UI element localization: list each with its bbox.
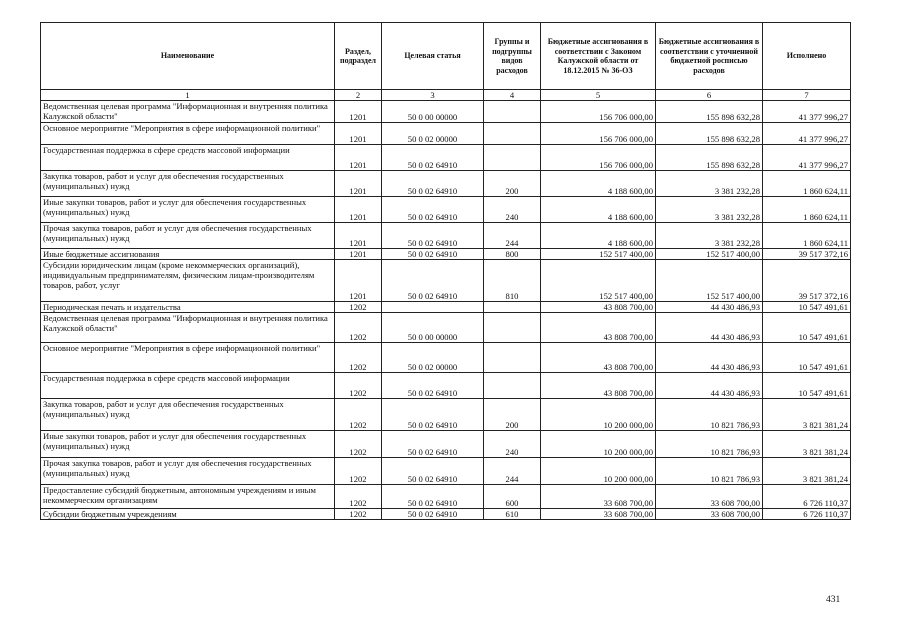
row-budget-law-cell: 43 808 700,00 [541,302,656,313]
row-executed-cell: 41 377 996,27 [763,123,851,145]
row-group-cell [484,373,541,399]
row-section-cell: 1202 [335,431,382,458]
column-number: 1 [41,90,335,101]
row-group-cell [484,302,541,313]
row-section-cell: 1201 [335,171,382,197]
row-executed-cell: 6 726 110,37 [763,485,851,509]
row-section-cell: 1201 [335,260,382,302]
row-budget-refined-cell: 152 517 400,00 [656,249,763,260]
table-row [41,485,851,509]
row-group-cell [484,343,541,373]
column-number: 2 [335,90,382,101]
row-group-cell: 200 [484,399,541,431]
row-budget-refined-cell: 155 898 632,28 [656,145,763,171]
table-row [41,399,851,431]
row-name-cell: Субсидии юридическим лицам (кроме некоммерческих организаций), индивидуальным предпринимателям, физическим лицам-производителям товаров, работ, услуг [41,260,335,302]
row-target-cell: 50 0 02 64910 [382,249,484,260]
header-executed: Исполнено [763,23,851,90]
table-row [41,431,851,458]
row-name-cell: Прочая закупка товаров, работ и услуг для обеспечения государственных (муниципальных) нужд [41,223,335,249]
header-budget-law: Бюджетные ассигнования в соответствии с Законом Калужской области от 18.12.2015 № 36-ОЗ [541,23,656,90]
column-number: 7 [763,90,851,101]
row-budget-law-cell: 43 808 700,00 [541,343,656,373]
row-budget-refined-cell: 3 381 232,28 [656,171,763,197]
row-budget-refined-cell: 10 821 786,93 [656,458,763,485]
row-section-cell: 1202 [335,373,382,399]
table-row [41,249,851,260]
row-budget-law-cell: 152 517 400,00 [541,260,656,302]
row-group-cell: 600 [484,485,541,509]
row-section-cell: 1202 [335,313,382,343]
column-number-row [41,90,851,101]
row-budget-law-cell: 156 706 000,00 [541,145,656,171]
row-target-cell: 50 0 02 64910 [382,509,484,520]
row-name-cell: Государственная поддержка в сфере средств массовой информации [41,145,335,171]
row-budget-law-cell: 4 188 600,00 [541,197,656,223]
row-name-cell: Основное мероприятие "Мероприятия в сфере информационной политики" [41,123,335,145]
row-target-cell: 50 0 02 00000 [382,123,484,145]
row-budget-refined-cell: 152 517 400,00 [656,260,763,302]
column-number: 5 [541,90,656,101]
row-name-cell: Предоставление субсидий бюджетным, автономным учреждениям и иным некоммерческим организациям [41,485,335,509]
row-budget-law-cell: 33 608 700,00 [541,485,656,509]
column-number: 4 [484,90,541,101]
table-row [41,197,851,223]
row-section-cell: 1202 [335,485,382,509]
row-section-cell: 1202 [335,509,382,520]
row-name-cell: Закупка товаров, работ и услуг для обеспечения государственных (муниципальных) нужд [41,399,335,431]
row-executed-cell: 3 821 381,24 [763,431,851,458]
row-target-cell: 50 0 00 00000 [382,313,484,343]
header-target: Целевая статья [382,23,484,90]
row-target-cell: 50 0 02 00000 [382,343,484,373]
row-section-cell: 1202 [335,399,382,431]
row-executed-cell: 1 860 624,11 [763,197,851,223]
row-budget-refined-cell: 3 381 232,28 [656,197,763,223]
row-executed-cell: 10 547 491,61 [763,302,851,313]
row-group-cell [484,123,541,145]
row-target-cell [382,302,484,313]
row-target-cell: 50 0 02 64910 [382,197,484,223]
row-name-cell: Иные бюджетные ассигнования [41,249,335,260]
row-budget-law-cell: 4 188 600,00 [541,171,656,197]
row-section-cell: 1201 [335,223,382,249]
row-group-cell [484,145,541,171]
table-row [41,458,851,485]
row-budget-law-cell: 152 517 400,00 [541,249,656,260]
row-budget-law-cell: 4 188 600,00 [541,223,656,249]
table-row [41,343,851,373]
row-executed-cell: 6 726 110,37 [763,509,851,520]
header-row [41,23,851,90]
row-section-cell: 1202 [335,343,382,373]
row-name-cell: Субсидии бюджетным учреждениям [41,509,335,520]
table-row [41,145,851,171]
row-budget-refined-cell: 10 821 786,93 [656,431,763,458]
table-row [41,171,851,197]
row-name-cell: Основное мероприятие "Мероприятия в сфере информационной политики" [41,343,335,373]
page-number: 431 [826,595,841,605]
table-row [41,123,851,145]
row-target-cell: 50 0 00 00000 [382,101,484,123]
row-budget-refined-cell: 10 821 786,93 [656,399,763,431]
header-group: Группы и подгруппы видов расходов [484,23,541,90]
row-name-cell: Государственная поддержка в сфере средств массовой информации [41,373,335,399]
row-target-cell: 50 0 02 64910 [382,458,484,485]
row-executed-cell: 3 821 381,24 [763,458,851,485]
table-row [41,373,851,399]
row-budget-refined-cell: 44 430 486,93 [656,373,763,399]
row-name-cell: Иные закупки товаров, работ и услуг для обеспечения государственных (муниципальных) нужд [41,197,335,223]
row-target-cell: 50 0 02 64910 [382,223,484,249]
budget-table [40,22,851,520]
row-target-cell: 50 0 02 64910 [382,171,484,197]
header-budget-refined: Бюджетные ассигнования в соответствии с уточненной бюджетной росписью расходов [656,23,763,90]
row-section-cell: 1201 [335,249,382,260]
row-budget-refined-cell: 44 430 486,93 [656,343,763,373]
row-budget-refined-cell: 44 430 486,93 [656,313,763,343]
row-target-cell: 50 0 02 64910 [382,260,484,302]
row-section-cell: 1202 [335,302,382,313]
row-executed-cell: 10 547 491,61 [763,313,851,343]
row-name-cell: Ведомственная целевая программа "Информационная и внутренняя политика Калужской области" [41,313,335,343]
row-group-cell [484,313,541,343]
row-target-cell: 50 0 02 64910 [382,485,484,509]
row-group-cell: 244 [484,223,541,249]
row-group-cell: 200 [484,171,541,197]
row-budget-law-cell: 10 200 000,00 [541,431,656,458]
row-budget-law-cell: 33 608 700,00 [541,509,656,520]
row-budget-law-cell: 10 200 000,00 [541,458,656,485]
row-budget-refined-cell: 155 898 632,28 [656,101,763,123]
row-group-cell [484,101,541,123]
row-section-cell: 1201 [335,145,382,171]
header-section: Раздел, подраздел [335,23,382,90]
row-section-cell: 1201 [335,197,382,223]
row-target-cell: 50 0 02 64910 [382,145,484,171]
row-budget-refined-cell: 33 608 700,00 [656,485,763,509]
row-group-cell: 810 [484,260,541,302]
column-number: 3 [382,90,484,101]
row-executed-cell: 41 377 996,27 [763,101,851,123]
row-group-cell: 244 [484,458,541,485]
row-name-cell: Прочая закупка товаров, работ и услуг для обеспечения государственных (муниципальных) нужд [41,458,335,485]
row-budget-law-cell: 43 808 700,00 [541,373,656,399]
row-budget-law-cell: 156 706 000,00 [541,101,656,123]
row-name-cell: Ведомственная целевая программа "Информационная и внутренняя политика Калужской области" [41,101,335,123]
row-group-cell: 240 [484,197,541,223]
row-section-cell: 1201 [335,123,382,145]
row-name-cell: Иные закупки товаров, работ и услуг для обеспечения государственных (муниципальных) нужд [41,431,335,458]
table-row [41,509,851,520]
row-group-cell: 800 [484,249,541,260]
row-section-cell: 1202 [335,458,382,485]
row-budget-refined-cell: 3 381 232,28 [656,223,763,249]
row-group-cell: 610 [484,509,541,520]
row-budget-law-cell: 156 706 000,00 [541,123,656,145]
table-row [41,223,851,249]
row-executed-cell: 41 377 996,27 [763,145,851,171]
row-executed-cell: 1 860 624,11 [763,223,851,249]
table-row [41,313,851,343]
row-executed-cell: 39 517 372,16 [763,260,851,302]
column-number: 6 [656,90,763,101]
row-executed-cell: 1 860 624,11 [763,171,851,197]
table-row [41,302,851,313]
table-row [41,260,851,302]
row-executed-cell: 39 517 372,16 [763,249,851,260]
row-budget-refined-cell: 33 608 700,00 [656,509,763,520]
row-executed-cell: 3 821 381,24 [763,399,851,431]
table-body [41,101,851,520]
row-executed-cell: 10 547 491,61 [763,343,851,373]
row-budget-law-cell: 43 808 700,00 [541,313,656,343]
header-name: Наименование [41,23,335,90]
row-section-cell: 1201 [335,101,382,123]
row-budget-refined-cell: 44 430 486,93 [656,302,763,313]
row-executed-cell: 10 547 491,61 [763,373,851,399]
row-target-cell: 50 0 02 64910 [382,431,484,458]
table-row [41,101,851,123]
row-name-cell: Закупка товаров, работ и услуг для обеспечения государственных (муниципальных) нужд [41,171,335,197]
row-target-cell: 50 0 02 64910 [382,399,484,431]
row-group-cell: 240 [484,431,541,458]
row-budget-law-cell: 10 200 000,00 [541,399,656,431]
row-name-cell: Периодическая печать и издательства [41,302,335,313]
row-target-cell: 50 0 02 64910 [382,373,484,399]
row-budget-refined-cell: 155 898 632,28 [656,123,763,145]
